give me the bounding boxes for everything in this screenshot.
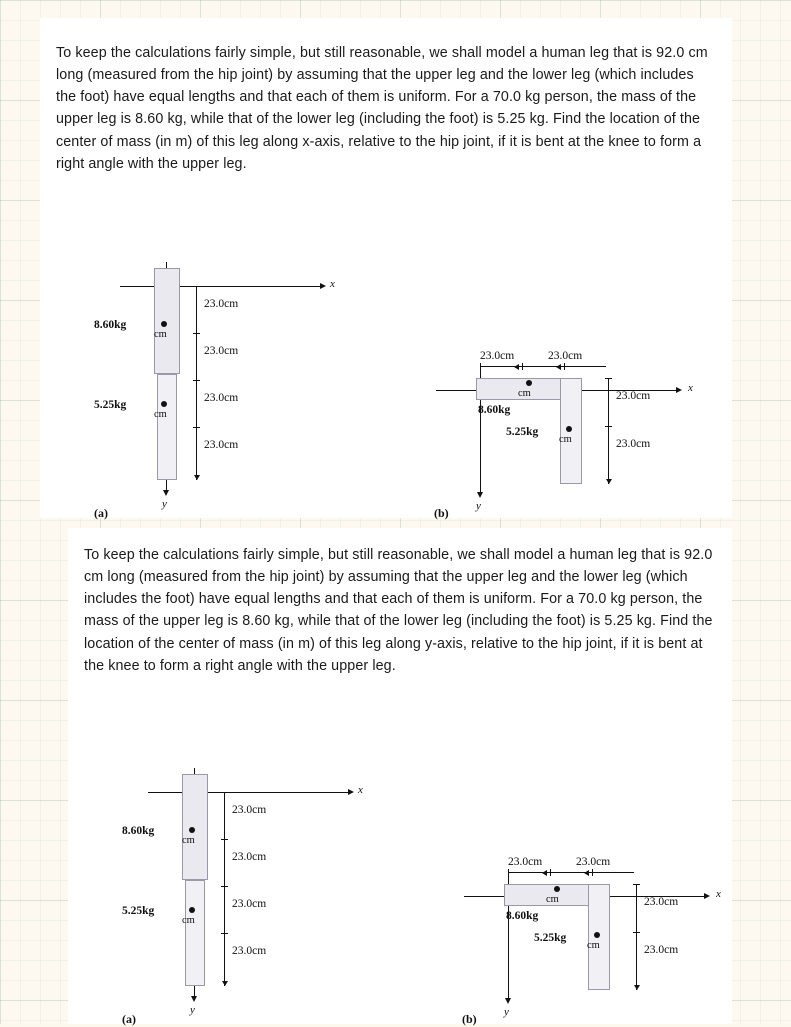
ruler-tick: [221, 792, 228, 793]
y-axis-arrowhead: [191, 996, 197, 1002]
dimension-label: 23.0cm: [616, 390, 651, 402]
ruler-tick: [221, 886, 228, 887]
ruler-tick: [193, 380, 200, 381]
y-axis-label: y: [504, 1006, 509, 1018]
x-axis-line: [120, 286, 320, 287]
ruler-tick: [633, 884, 640, 885]
ruler-arrowhead: [556, 364, 561, 370]
dimension-label: 23.0cm: [204, 298, 239, 310]
ruler-tick: [550, 869, 551, 876]
dimension-label: 23.0cm: [548, 350, 583, 362]
figure-caption-b: (b): [434, 506, 449, 520]
ruler-arrowhead: [194, 475, 200, 480]
x-axis-arrowhead: [320, 283, 326, 289]
figure-2b: [424, 824, 744, 1026]
ruler-arrowhead: [606, 479, 612, 484]
upper-leg-bar: [154, 268, 180, 374]
problem-statement-2: To keep the calculations fairly simple, but still reasonable, we shall model a human leg that is 92.0 cm long (measured from the hip joint) by assuming that the upper leg and the lower leg (which includes the foot) have equal lengths and that each of them is uniform. For a 70.0 kg person, the mass of the upper leg is 8.60 kg, while that of the lower leg (including the foot) is 5.25 kg. Find the location of the center of mass (in m) of this leg along y-axis, relative to the hip joint, if it is bent at the knee to form a right angle with the upper leg.: [84, 547, 713, 674]
figure-2a: [84, 746, 374, 1026]
problem-card-1: [40, 18, 732, 518]
lower-leg-bar: [185, 880, 205, 986]
ruler-tick: [592, 869, 593, 876]
lower-leg-mass-label: 5.25kg: [534, 932, 567, 944]
lower-leg-bar: [157, 374, 177, 480]
ruler-tick: [193, 286, 200, 287]
upper-leg-cm-dot: [526, 380, 532, 386]
ruler-arrowhead: [584, 870, 589, 876]
dimension-label: 23.0cm: [644, 944, 679, 956]
dimension-label: 23.0cm: [480, 350, 515, 362]
x-axis-arrowhead: [348, 789, 354, 795]
upper-leg-mass-label: 8.60kg: [478, 404, 511, 416]
problem-statement-1: To keep the calculations fairly simple, but still reasonable, we shall model a human leg that is 92.0 cm long (measured from the hip joint) by assuming that the upper leg and the lower leg (which includes the foot) have equal lengths and that each of them is uniform. For a 70.0 kg person, the mass of the upper leg is 8.60 kg, while that of the lower leg (including the foot) is 5.25 kg. Find the location of the center of mass (in m) of this leg along x-axis, relative to the hip joint, if it is bent at the knee to form a right angle with the upper leg.: [56, 45, 708, 172]
ruler-arrowhead: [514, 364, 519, 370]
ruler-tick: [193, 333, 200, 334]
upper-leg-cm-label: cm: [154, 329, 167, 340]
figure-1a: [56, 240, 346, 520]
ruler-tick: [564, 363, 565, 370]
lower-leg-mass-label: 5.25kg: [94, 399, 127, 411]
figure-caption-b: (b): [462, 1012, 477, 1026]
dimension-ruler-right: [636, 884, 637, 990]
ruler-tick: [522, 363, 523, 370]
lower-leg-cm-label: cm: [154, 409, 167, 420]
y-axis-label: y: [476, 500, 481, 512]
x-axis-line: [148, 792, 348, 793]
lower-leg-cm-dot: [566, 426, 572, 432]
x-axis-label: x: [688, 382, 693, 394]
ruler-arrowhead: [542, 870, 547, 876]
x-axis-label: x: [716, 888, 721, 900]
dimension-label: 23.0cm: [232, 898, 267, 910]
dimension-label: 23.0cm: [204, 392, 239, 404]
y-axis-arrowhead: [163, 490, 169, 496]
upper-leg-cm-dot: [189, 827, 195, 833]
dimension-ruler: [224, 792, 225, 986]
ruler-tick: [193, 427, 200, 428]
upper-leg-mass-label: 8.60kg: [122, 825, 155, 837]
upper-leg-cm-label: cm: [518, 388, 531, 399]
problem-card-2: [68, 528, 732, 1024]
upper-leg-cm-label: cm: [546, 894, 559, 905]
upper-leg-mass-label: 8.60kg: [506, 910, 539, 922]
y-axis-arrowhead: [505, 998, 511, 1004]
lower-leg-cm-label: cm: [182, 915, 195, 926]
lower-leg-cm-dot: [189, 907, 195, 913]
x-axis-label: x: [358, 784, 363, 796]
y-axis-label: y: [162, 498, 167, 510]
y-axis-label: y: [190, 1004, 195, 1016]
upper-leg-cm-dot: [161, 321, 167, 327]
ruler-tick: [605, 426, 612, 427]
x-axis-arrowhead: [704, 893, 710, 899]
dimension-label: 23.0cm: [232, 851, 267, 863]
lower-leg-cm-dot: [594, 932, 600, 938]
upper-leg-bar: [182, 774, 208, 880]
dimension-label: 23.0cm: [576, 856, 611, 868]
figure-caption-a: (a): [94, 506, 108, 520]
ruler-tick: [605, 378, 612, 379]
upper-leg-cm-dot: [554, 886, 560, 892]
dimension-ruler-right: [608, 378, 609, 484]
dimension-label: 23.0cm: [508, 856, 543, 868]
ruler-tick: [480, 363, 481, 370]
figure-1b: [396, 318, 716, 520]
y-axis-arrowhead: [477, 492, 483, 498]
ruler-tick: [221, 933, 228, 934]
ruler-tick: [221, 839, 228, 840]
dimension-label: 23.0cm: [616, 438, 651, 450]
upper-leg-mass-label: 8.60kg: [94, 319, 127, 331]
lower-leg-mass-label: 5.25kg: [506, 426, 539, 438]
dimension-ruler-top: [480, 366, 606, 367]
x-axis-arrowhead: [676, 387, 682, 393]
dimension-label: 23.0cm: [204, 439, 239, 451]
ruler-tick: [633, 932, 640, 933]
dimension-label: 23.0cm: [204, 345, 239, 357]
dimension-label: 23.0cm: [644, 896, 679, 908]
ruler-arrowhead: [222, 981, 228, 986]
lower-leg-mass-label: 5.25kg: [122, 905, 155, 917]
lower-leg-cm-dot: [161, 401, 167, 407]
upper-leg-cm-label: cm: [182, 835, 195, 846]
ruler-tick: [508, 869, 509, 876]
dimension-label: 23.0cm: [232, 804, 267, 816]
x-axis-label: x: [330, 278, 335, 290]
lower-leg-cm-label: cm: [559, 434, 572, 445]
dimension-label: 23.0cm: [232, 945, 267, 957]
lower-leg-cm-label: cm: [587, 940, 600, 951]
figure-caption-a: (a): [122, 1012, 136, 1026]
dimension-ruler-top: [508, 872, 634, 873]
ruler-arrowhead: [634, 985, 640, 990]
dimension-ruler: [196, 286, 197, 480]
